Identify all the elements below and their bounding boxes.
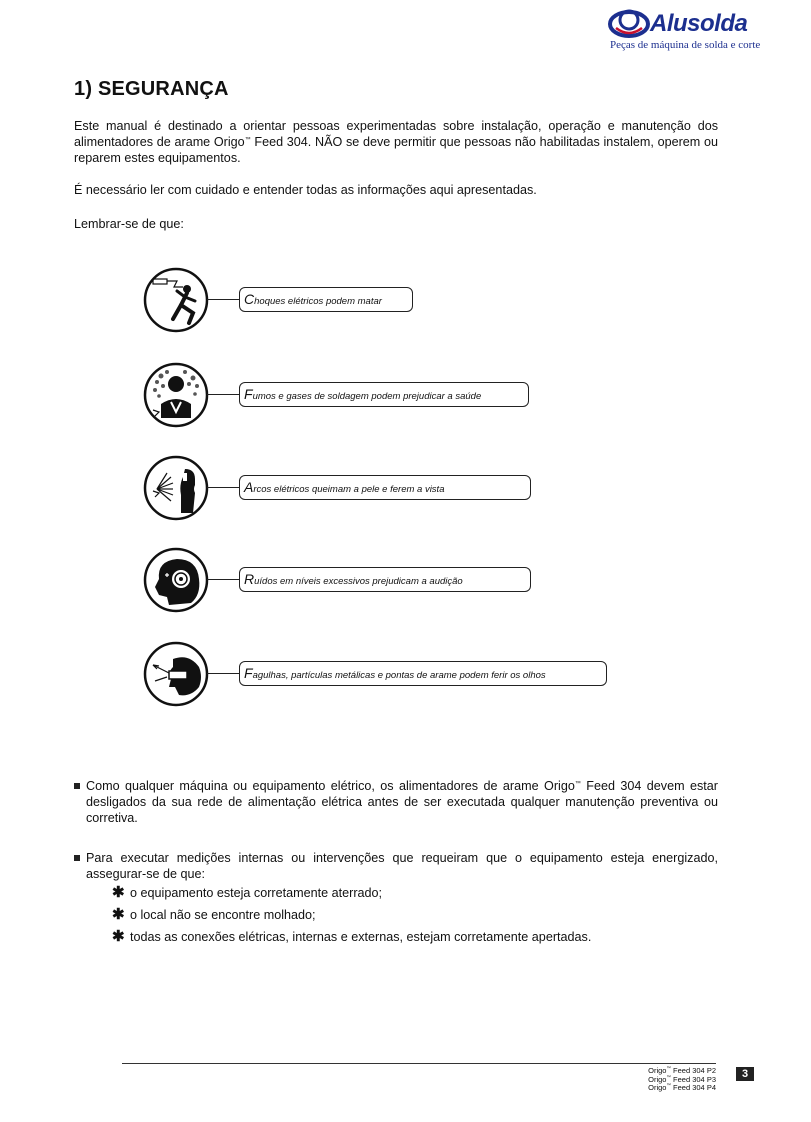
code-prefix: Origo xyxy=(648,1066,667,1075)
brand-tagline: Peças de máquina de solda e corte xyxy=(610,39,761,51)
hazard-callout xyxy=(239,287,413,312)
sub-bullet-text: o local não se encontre molhado; xyxy=(130,908,316,922)
asterisk-bullet-icon: ✱ xyxy=(112,928,125,945)
trademark-symbol: ™ xyxy=(666,1074,671,1079)
bullet-square-icon xyxy=(74,783,80,789)
remember-paragraph: Lembrar-se de que: xyxy=(74,217,184,231)
asterisk-bullet-icon: ✱ xyxy=(112,884,125,901)
footer-rule xyxy=(122,1063,716,1064)
arc-rays-icon xyxy=(143,455,209,521)
welding-fumes-icon xyxy=(143,362,209,428)
callout-text: rcos elétricos queimam a pele e ferem a vista xyxy=(253,484,445,495)
code-prefix: Origo xyxy=(648,1074,667,1084)
footer-model-codes xyxy=(620,1067,716,1093)
bullet-maintenance-warning xyxy=(74,778,718,826)
callout-initial: F xyxy=(244,386,253,402)
bullet-text-b: Feed 304 devem estar desligados da sua rede de alimentação elétrica antes de ser executada qualquer manutenção preventiva ou corretiva. xyxy=(86,779,718,825)
noise-hearing-icon xyxy=(143,547,209,613)
footer-code-line xyxy=(620,1084,716,1093)
bullet-text xyxy=(86,778,718,826)
bullet-square-icon xyxy=(74,855,80,861)
hazard-callout xyxy=(239,661,607,686)
code-prefix: Origo xyxy=(648,1083,667,1092)
sub-bullet-text: todas as conexões elétricas, internas e externas, estejam corretamente apertadas. xyxy=(130,930,592,944)
callout-text: hoques elétricos podem matar xyxy=(254,296,382,307)
flying-sparks-eye-icon xyxy=(143,641,209,707)
page-number: 3 xyxy=(736,1067,754,1081)
code-suffix: Feed 304 P3 xyxy=(670,1074,716,1084)
trademark-symbol: ™ xyxy=(574,780,581,787)
callout-initial: C xyxy=(244,291,255,307)
callout-connector xyxy=(207,673,240,674)
callout-initial: A xyxy=(244,479,254,495)
asterisk-bullet-icon: ✱ xyxy=(112,906,125,923)
callout-connector xyxy=(207,394,240,395)
callout-text: agulhas, partículas metálicas e pontas de arame podem ferir os olhos xyxy=(252,670,546,681)
sub-bullet xyxy=(112,885,382,901)
hazard-callout xyxy=(239,567,531,592)
callout-text: umos e gases de soldagem podem prejudicar a saúde xyxy=(252,391,482,402)
brand-logo xyxy=(606,6,761,54)
callout-initial: F xyxy=(244,665,253,681)
sub-bullet xyxy=(112,907,316,923)
hazard-callout xyxy=(239,475,531,500)
hazard-callout xyxy=(239,382,529,407)
bullet-energized-measurements xyxy=(74,850,718,882)
callout-connector xyxy=(207,299,240,300)
callout-text: uídos em níveis excessivos prejudicam a audição xyxy=(254,576,463,587)
electric-shock-icon xyxy=(143,267,209,333)
callout-connector xyxy=(207,579,240,580)
code-suffix: Feed 304 P2 xyxy=(670,1066,716,1075)
trademark-symbol: ™ xyxy=(244,136,251,143)
bullet-text-a: Como qualquer máquina ou equipamento elétrico, os alimentadores de arame Origo xyxy=(86,779,575,793)
intro-text-b: Feed 304. NÃO se deve permitir que pessoas não habilitadas instalem, operem ou reparem estes equipamentos. xyxy=(74,135,718,165)
callout-initial: R xyxy=(244,571,255,587)
callout-connector xyxy=(207,487,240,488)
bullet-text: Para executar medições internas ou intervenções que requeiram que o equipamento esteja energizado, assegurar-se de que: xyxy=(86,851,718,881)
trademark-symbol: ™ xyxy=(666,1082,671,1088)
intro-paragraph xyxy=(74,118,718,166)
section-title: 1) SEGURANÇA xyxy=(74,78,229,100)
trademark-symbol: ™ xyxy=(666,1065,671,1071)
sub-bullet xyxy=(112,929,591,945)
code-suffix: Feed 304 P4 xyxy=(670,1083,716,1092)
intro-text-a: Este manual é destinado a orientar pessoas experimentadas sobre instalação, operação e manutenção dos alimentadores de arame Origo xyxy=(74,119,718,149)
read-carefully-paragraph: É necessário ler com cuidado e entender todas as informações aqui apresentadas. xyxy=(74,183,537,197)
alusolda-logo-mark-icon xyxy=(608,8,650,38)
brand-name: Alusolda xyxy=(650,10,748,37)
sub-bullet-text: o equipamento esteja corretamente aterrado; xyxy=(130,886,383,900)
